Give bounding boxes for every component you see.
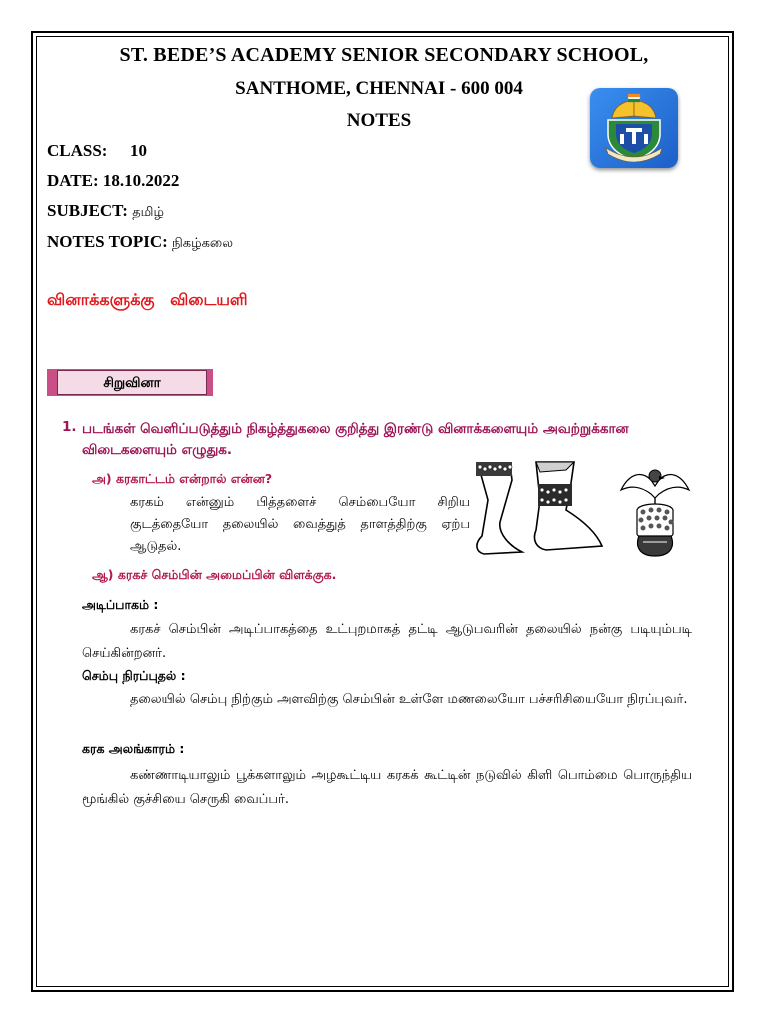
sub-question-a: அ) கரகாட்டம் என்றால் என்ன? — [92, 471, 273, 486]
school-address: SANTHOME, CHENNAI - 600 004 — [235, 78, 523, 99]
topic-label: NOTES TOPIC: — [47, 232, 168, 251]
short-answer-banner: சிறுவினா — [57, 370, 207, 395]
date-label: DATE: — [47, 171, 99, 190]
point-term-decoration: கரக அலங்காரம் : — [82, 741, 185, 756]
class-label: CLASS: — [47, 141, 108, 160]
point-text-base: கரகச் செம்பின் அடிப்பாகத்தை உட்புறமாகத் தட்டி ஆடுபவரின் தலையில் நன்கு படியும்படி செய்கின்றனர். — [82, 622, 692, 661]
document-type: NOTES — [346, 110, 412, 131]
point-term-base: அடிப்பாகம் : — [82, 597, 159, 612]
point-text-filling: தலையில் செம்பு நிற்கும் அளவிற்கு செம்பின் உள்ளே மணலையோ பச்சரிசியையோ நிரப்புவர். — [130, 692, 688, 707]
question-text: படங்கள் வெளிப்படுத்தும் நிகழ்த்துகலை குறித்து இரண்டு வினாக்களையும் அவற்றுக்கான விடைகளையும் எழுதுக. — [82, 421, 629, 458]
ankle-bells-feet-illustration — [470, 460, 610, 560]
class-line — [47, 141, 147, 161]
class-value: 10 — [129, 141, 147, 160]
answer-a: கரகம் என்னும் பித்தளைச் செம்பையோ சிறிய குடத்தையோ தலையில் வைத்துத் தாளத்திற்கு ஏற்ப ஆடுதல். — [130, 495, 470, 554]
point-text-decoration: கண்ணாடியாலும் பூக்களாலும் அழகூட்டிய கரகக் கூட்டின் நடுவில் கிளி பொம்மை பொருந்திய மூங்கில் குச்சியை செருகி வைப்பர். — [82, 768, 692, 807]
section-heading: வினாக்களுக்கு விடையளி — [47, 290, 248, 309]
subject-line — [47, 201, 164, 221]
school-crest-icon — [590, 88, 678, 168]
date-value: 18.10.2022 — [102, 171, 180, 190]
topic-value: நிகழ்கலை — [172, 236, 233, 251]
topic-line — [47, 232, 233, 252]
subject-value: தமிழ் — [132, 205, 164, 220]
school-name: ST. BEDE’S ACADEMY SENIOR SECONDARY SCHOOL, — [119, 44, 649, 66]
sub-question-b: ஆ) கரகச் செம்பின் அமைப்பின் விளக்குக. — [92, 567, 337, 582]
point-term-filling: செம்பு நிரப்புதல் : — [82, 668, 186, 683]
date-line — [47, 171, 179, 191]
karagam-pot-with-parrot-illustration — [615, 460, 695, 560]
subject-label: SUBJECT: — [47, 201, 128, 220]
question-number: 1. — [62, 419, 77, 435]
